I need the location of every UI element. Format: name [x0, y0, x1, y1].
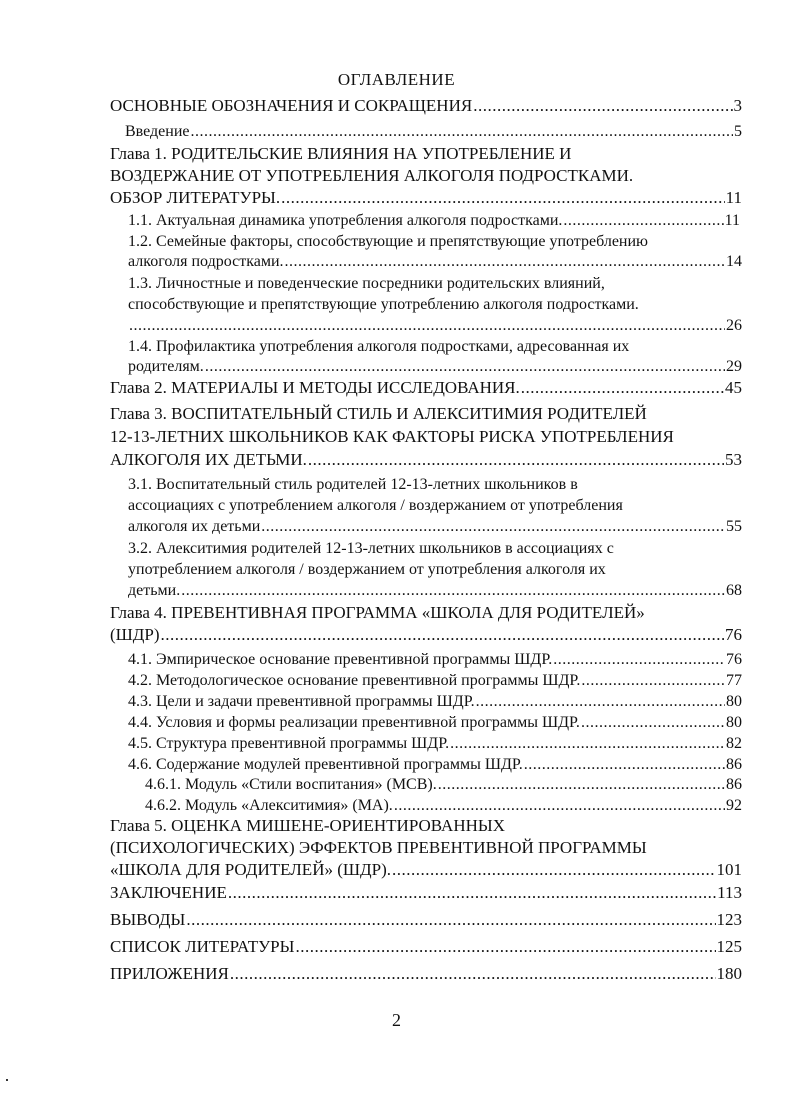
- toc-page-number: 80: [726, 693, 742, 710]
- toc-entry-text: Глава 4. ПРЕВЕНТИВНАЯ ПРОГРАММА «ШКОЛА ДЛЯ РОДИТЕЛЕЙ»: [110, 603, 645, 622]
- page-number: 2: [392, 1010, 401, 1030]
- toc-entry-text: 4.2. Методологическое основание превентивной программы ШДР.: [128, 672, 581, 689]
- toc-entry-text: АЛКОГОЛЯ ИХ ДЕТЬМИ.: [110, 450, 307, 469]
- toc-entry[interactable]: [128, 232, 742, 272]
- toc-entry[interactable]: [110, 143, 742, 209]
- toc-entry[interactable]: [145, 775, 742, 795]
- toc-entry-text: СПИСОК ЛИТЕРАТУРЫ: [110, 937, 295, 956]
- toc-page-number: 45: [725, 378, 742, 397]
- toc-entry[interactable]: [128, 755, 742, 775]
- toc-entry-text: ВОЗДЕРЖАНИЕ ОТ УПОТРЕБЛЕНИЯ АЛКОГОЛЯ ПОДРОСТКАМИ.: [110, 166, 634, 185]
- toc-entry[interactable]: [128, 734, 742, 754]
- toc-page-number: 82: [726, 735, 742, 752]
- toc-entry-text: «ШКОЛА ДЛЯ РОДИТЕЛЕЙ» (ШДР).: [110, 860, 391, 879]
- toc-page-number: 86: [726, 756, 742, 773]
- dot-leader: [191, 122, 734, 142]
- dot-leader: [295, 936, 715, 958]
- toc-entry[interactable]: [110, 377, 742, 399]
- toc-page-number: 11: [724, 212, 740, 229]
- toc-entry-text: употреблением алкоголя / воздержанием от употребления алкоголя их: [128, 561, 606, 578]
- toc-entry-text: родителям.: [128, 358, 204, 375]
- toc-entry-text: детьми.: [128, 582, 181, 599]
- toc-entry[interactable]: [128, 474, 742, 537]
- dot-leader: [392, 859, 716, 881]
- toc-entry[interactable]: [110, 909, 742, 931]
- toc-page-number: 76: [725, 625, 742, 644]
- toc-entry[interactable]: [128, 211, 740, 231]
- toc-page-number: 26: [726, 317, 742, 334]
- toc-entry[interactable]: [110, 963, 742, 985]
- toc-entry[interactable]: [128, 273, 742, 336]
- dot-leader: [205, 357, 725, 377]
- toc-entry-text: ассоциациях с употреблением алкоголя / воздержанием от употребления: [128, 497, 623, 514]
- dot-leader: [161, 624, 724, 646]
- toc-page-number: 14: [726, 253, 742, 270]
- toc-page-number: 180: [716, 964, 742, 983]
- toc-entry-text: 3.2. Алекситимия родителей 12-13-летних школьников в ассоциациях с: [128, 540, 614, 557]
- dot-leader: [521, 377, 724, 399]
- toc-page-number: 55: [726, 518, 742, 535]
- toc-entry[interactable]: [110, 402, 742, 471]
- toc-page-number: 80: [726, 714, 742, 731]
- dot-leader: [230, 963, 716, 985]
- toc-entry-text: (ШДР): [110, 625, 160, 644]
- toc-entry-text: 4.6.2. Модуль «Алекситимия» (МА).: [145, 797, 393, 814]
- toc-entry-text: ВЫВОДЫ: [110, 910, 186, 929]
- dot-leader: [438, 775, 725, 795]
- dot-leader: [394, 796, 725, 816]
- toc-page-number: 53: [725, 450, 742, 469]
- dot-leader: [473, 95, 732, 117]
- dot-leader: [524, 755, 725, 775]
- toc-entry-text: 4.6.1. Модуль «Стили воспитания» (МСВ).: [145, 776, 437, 793]
- dot-leader: [553, 650, 725, 670]
- toc-entry-text: 12-13-ЛЕТНИХ ШКОЛЬНИКОВ КАК ФАКТОРЫ РИСКА УПОТРЕБЛЕНИЯ: [110, 427, 674, 446]
- toc-entry-text: 4.3. Цели и задачи превентивной программы ШДР.: [128, 693, 475, 710]
- toc-entry-text: 4.5. Структура превентивной программы ШДР.: [128, 735, 450, 752]
- toc-page-number: 68: [726, 582, 742, 599]
- toc-page-number: 92: [726, 797, 742, 814]
- toc-entry[interactable]: [128, 692, 742, 712]
- toc-entry-text: 3.1. Воспитательный стиль родителей 12-13-летних школьников в: [128, 476, 578, 493]
- toc-entry[interactable]: [128, 671, 742, 691]
- toc-page-number: 76: [726, 651, 742, 668]
- dot-leader: [581, 671, 725, 691]
- toc-entry-text: способствующие и препятствующие употреблению алкоголя подростками.: [128, 296, 639, 313]
- toc-entry-text: 4.4. Условия и формы реализации превентивной программы ШДР.: [128, 714, 580, 731]
- dot-leader: [228, 882, 716, 904]
- dot-leader: [181, 580, 725, 601]
- toc-entry-text: 1.4. Профилактика употребления алкоголя подростками, адресованная их: [128, 338, 630, 355]
- toc-entry-text: 4.1. Эмпирическое основание превентивной программы ШДР.: [128, 651, 553, 668]
- toc-entry-text: алкоголя подростками.: [128, 253, 284, 270]
- toc-title: ОГЛАВЛЕНИЕ: [337, 70, 456, 89]
- toc-page-number: 29: [726, 358, 742, 375]
- toc-entry-text: ОСНОВНЫЕ ОБОЗНАЧЕНИЯ И СОКРАЩЕНИЯ: [110, 96, 473, 115]
- toc-page-number: 3: [733, 96, 742, 115]
- toc-page-number: 86: [726, 776, 742, 793]
- toc-entry-text: Глава 3. ВОСПИТАТЕЛЬНЫЙ СТИЛЬ И АЛЕКСИТИМИЯ РОДИТЕЛЕЙ: [110, 404, 647, 423]
- toc-entry-text: алкоголя их детьми: [128, 518, 261, 535]
- toc-page-number: 113: [717, 883, 742, 902]
- toc-entry[interactable]: [128, 337, 742, 377]
- toc-page-number: 123: [716, 910, 742, 929]
- toc-entry-text: ПРИЛОЖЕНИЯ: [110, 964, 229, 983]
- scan-speck: [6, 1079, 8, 1081]
- toc-page-number: 11: [725, 188, 742, 207]
- toc-entry-text: ЗАКЛЮЧЕНИЕ: [110, 883, 227, 902]
- toc-entry[interactable]: [110, 882, 742, 904]
- dot-leader: [450, 734, 725, 754]
- toc-entry[interactable]: [110, 95, 742, 117]
- dot-leader: [261, 516, 725, 537]
- toc-entry[interactable]: [145, 796, 742, 816]
- toc-entry[interactable]: [125, 122, 742, 142]
- toc-page-number: 77: [726, 672, 742, 689]
- toc-entry[interactable]: [128, 538, 742, 601]
- toc-entry-text: Глава 2. МАТЕРИАЛЫ И МЕТОДЫ ИССЛЕДОВАНИЯ.: [110, 378, 520, 397]
- toc-entry-text: Введение: [125, 123, 190, 140]
- dot-leader: [563, 211, 723, 231]
- dot-leader: [308, 448, 724, 471]
- toc-page-number: 125: [716, 937, 742, 956]
- toc-entry[interactable]: [128, 713, 742, 733]
- dot-leader: [581, 713, 725, 733]
- dot-leader: [281, 187, 725, 209]
- toc-page-number: 5: [734, 123, 742, 140]
- toc-entry-text: 4.6. Содержание модулей превентивной программы ШДР.: [128, 756, 523, 773]
- toc-page-number: 101: [716, 860, 742, 879]
- toc-entry[interactable]: [110, 815, 742, 881]
- toc-entry-text: 1.1. Актуальная динамика употребления алкоголя подростками.: [128, 212, 563, 229]
- toc-entry-text: 1.3. Личностные и поведенческие посредники родительских влияний,: [128, 275, 605, 292]
- toc-entry-text: ОБЗОР ЛИТЕРАТУРЫ.: [110, 188, 281, 207]
- toc-entry[interactable]: [128, 650, 742, 670]
- toc-entry[interactable]: [110, 602, 742, 646]
- dot-leader: [186, 909, 715, 931]
- toc-entry-text: Глава 1. РОДИТЕЛЬСКИЕ ВЛИЯНИЯ НА УПОТРЕБЛЕНИЕ И: [110, 144, 572, 163]
- toc-entry-text: Глава 5. ОЦЕНКА МИШЕНЕ-ОРИЕНТИРОВАННЫХ: [110, 816, 505, 835]
- dot-leader: [285, 252, 725, 272]
- toc-entry-text: (ПСИХОЛОГИЧЕСКИХ) ЭФФЕКТОВ ПРЕВЕНТИВНОЙ ПРОГРАММЫ: [110, 838, 647, 857]
- dot-leader: [129, 315, 725, 336]
- toc-entry-text: 1.2. Семейные факторы, способствующие и препятствующие употреблению: [128, 233, 648, 250]
- toc-entry[interactable]: [110, 936, 742, 958]
- dot-leader: [476, 692, 725, 712]
